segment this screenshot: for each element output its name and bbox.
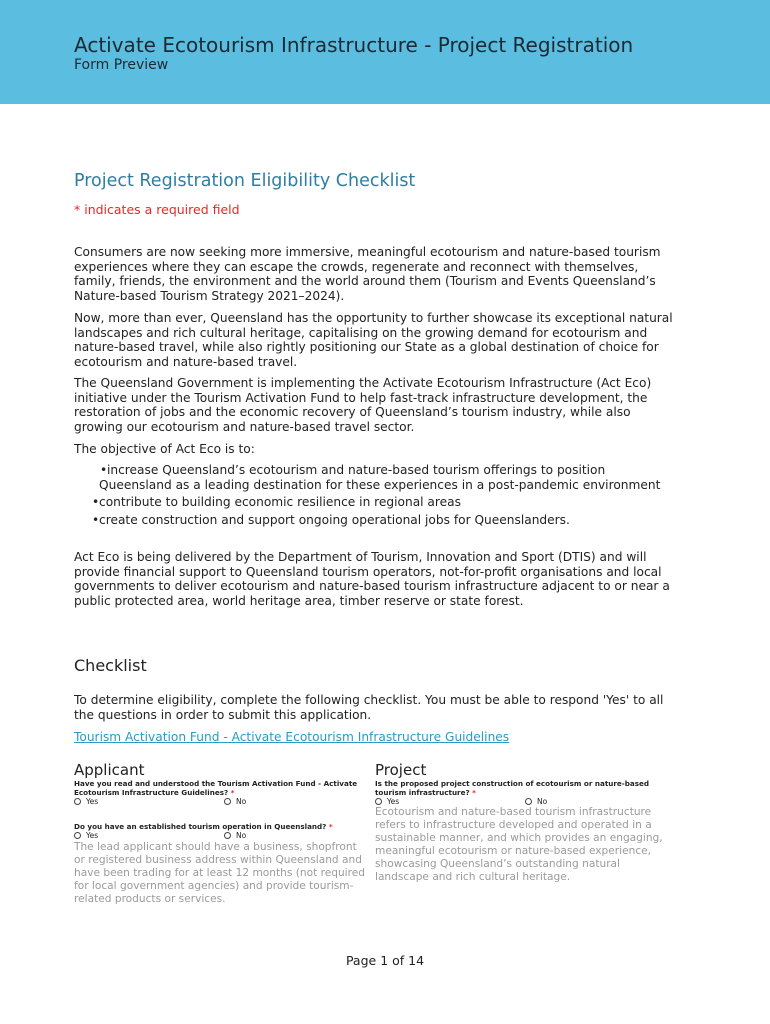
applicant-q1-no-radio[interactable]: No — [224, 797, 246, 806]
section-title: Project Registration Eligibility Checklist — [74, 171, 416, 191]
form-subtitle: Form Preview — [74, 57, 169, 73]
objective-lead: The objective of Act Eco is to: — [74, 442, 255, 456]
project-q1-label: Is the proposed project construction of ecotourism or nature-based tourism infrastructure? * — [375, 779, 650, 797]
applicant-heading: Applicant — [74, 761, 145, 779]
applicant-q1-label: Have you read and understood the Tourism Activation Fund - Activate Ecotourism Infrastructure Guidelines? * — [74, 779, 358, 797]
required-marker: * — [328, 822, 333, 831]
radio-circle-icon — [224, 832, 231, 839]
applicant-q2-no-radio[interactable]: No — [224, 831, 246, 840]
radio-circle-icon — [224, 798, 231, 805]
applicant-q2-label: Do you have an established tourism operation in Queensland? * — [74, 822, 333, 831]
page-header — [0, 0, 770, 104]
required-marker: * — [472, 787, 476, 797]
radio-circle-icon — [74, 832, 81, 839]
guidelines-link[interactable]: Tourism Activation Fund - Activate Ecotourism Infrastructure Guidelines — [74, 730, 510, 744]
checklist-heading: Checklist — [74, 656, 147, 675]
list-item: • contribute to building economic resilience in regional areas — [92, 495, 461, 510]
checklist-instructions: To determine eligibility, complete the following checklist. You must be able to respond 'Yes' to all the questions in order to submit this application. — [74, 693, 664, 722]
applicant-q2-yes-radio[interactable]: Yes — [74, 831, 98, 840]
bullet-icon: • — [92, 495, 100, 510]
list-item: • increase Queensland’s ecotourism and nature-based tourism offerings to position Queensland as a leading destination for these experiences in a post-pandemic environment — [74, 463, 674, 492]
intro-paragraph: Act Eco is being delivered by the Department of Tourism, Innovation and Sport (DTIS) and will provide financial support to Queensland tourism operators, not-for-profit organisations and local governments to deliver ecotourism and nature-based tourism infrastructure adjacent to or near a public protected area, world heritage area, timber reserve or state forest. — [74, 550, 670, 608]
project-q1-yes-radio[interactable]: Yes — [375, 797, 399, 806]
objective-list — [74, 463, 674, 530]
intro-paragraph: Now, more than ever, Queensland has the opportunity to further showcase its exceptional natural landscapes and rich cultural heritage, capitalising on the growing demand for ecotourism and nature-based travel, while also rightly positioning our State as a global destination of choice for ecotourism and nature-based travel. — [74, 311, 673, 369]
bullet-icon: • — [92, 512, 100, 527]
radio-circle-icon — [74, 798, 81, 805]
radio-circle-icon — [525, 798, 532, 805]
required-field-note: * indicates a required field — [74, 202, 240, 217]
applicant-q1-yes-radio[interactable]: Yes — [74, 797, 98, 806]
required-marker: * — [230, 787, 235, 797]
project-q1-no-radio[interactable]: No — [525, 797, 547, 806]
applicant-q2-help: The lead applicant should have a business, shopfront or registered business address within Queensland and have been trading for at least 12 months (not required for local government agencies) and provide tourism-related products or services. — [74, 841, 365, 905]
list-item: • create construction and support ongoing operational jobs for Queenslanders. — [92, 512, 570, 527]
intro-paragraph: The Queensland Government is implementing the Activate Ecotourism Infrastructure (Act Eco) initiative under the Tourism Activation Fund to help fast-track infrastructure development, the restoration of jobs and the economic recovery of Queensland’s tourism industry, while also growing our ecotourism and nature-based travel sector. — [74, 376, 652, 434]
bullet-icon: • — [100, 463, 108, 477]
intro-paragraph: Consumers are now seeking more immersive, meaningful ecotourism and nature-based tourism experiences where they can escape the crowds, regenerate and reconnect with themselves, family, friends, the environment and the world around them (Tourism and Events Queensland’s Nature-based Tourism Strategy 2021–2024). — [74, 245, 661, 303]
form-title: Activate Ecotourism Infrastructure - Project Registration — [74, 33, 634, 57]
radio-circle-icon — [375, 798, 382, 805]
page-indicator: Page 1 of 14 — [345, 953, 425, 968]
project-q1-help: Ecotourism and nature-based tourism infrastructure refers to infrastructure developed and operated in a sustainable manner, and which provides an engaging, meaningful ecotourism or nature-based experience, showcasing Queensland’s outstanding natural landscape and rich cultural heritage. — [375, 806, 663, 883]
project-heading: Project — [375, 761, 427, 779]
